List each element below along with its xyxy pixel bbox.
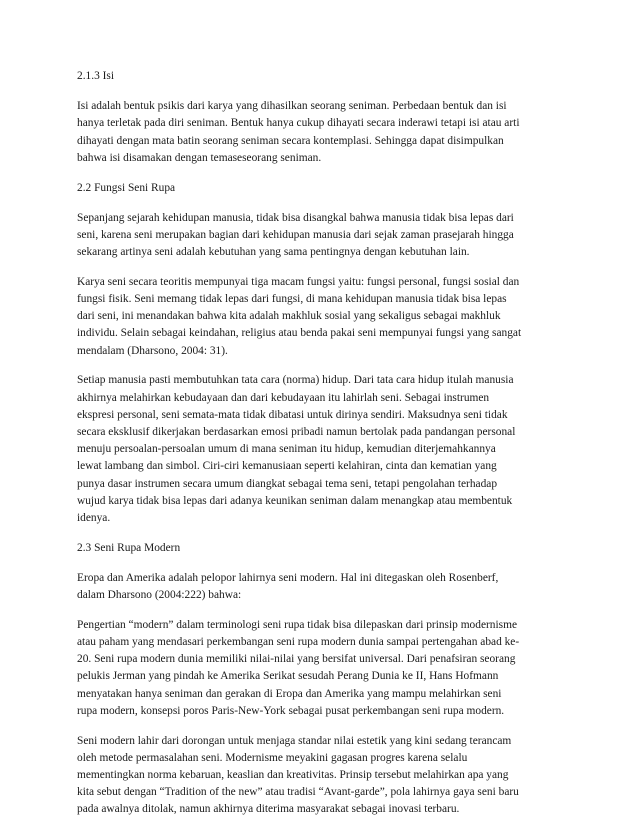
text-line: Karya seni secara teoritis mempunyai tiga macam fungsi yaitu: fungsi personal, fungsi sosial dan: [77, 275, 520, 288]
text-line: Setiap manusia pasti membutuhkan tata cara (norma) hidup. Dari tata cara hidup itulah manusia: [77, 374, 514, 387]
text-line: lewat lambang dan simbol. Ciri-ciri kemanusiaan seperti kelahiran, cinta dan kematian yang: [77, 460, 497, 473]
section-heading: [77, 180, 568, 197]
text-line: dihayati dengan mata batin seorang seniman secara kontemplasi. Sehingga dapat disimpulkan: [77, 134, 504, 147]
text-line: wujud karya tidak bisa lepas dari adanya keunikan seniman dalam menangkap atau membentuk: [77, 494, 513, 507]
text-line: bahwa isi disamakan dengan temaseseorang seniman.: [77, 151, 322, 164]
text-line: rupa modern, konsepsi poros Paris-New-York sebagai pusat perkembangan seni rupa modern.: [77, 704, 505, 717]
text-line: mementingkan norma kebaruan, keaslian dan kreativitas. Prinsip tersebut melahirkan apa yang: [77, 768, 509, 781]
text-line: 2.1.3 Isi: [77, 70, 115, 82]
body-paragraph: [77, 733, 568, 819]
body-paragraph: [77, 372, 568, 527]
text-line: secara eksklusif dikerjakan berdasarkan emosi pribadi namun bertolak pada pandangan personal: [77, 425, 516, 438]
body-paragraph: [77, 274, 568, 360]
section-heading: [77, 68, 568, 85]
text-line: hanya terletak pada diri seniman. Bentuk hanya cukup dihayati secara inderawi tetapi isi atau arti: [77, 117, 520, 130]
text-line: pada awalnya ditolak, namun akhirnya diterima masyarakat sebagai inovasi terbaru.: [77, 803, 460, 816]
text-line: oleh metode permasalahan seni. Modernisme meyakini gagasan progres karena selalu: [77, 751, 468, 764]
text-line: seni, karena seni merupakan bagian dari kehidupan manusia dari sejak zaman prasejarah hingga: [77, 228, 514, 241]
text-line: idenya.: [77, 511, 111, 524]
text-line: 2.2 Fungsi Seni Rupa: [77, 181, 176, 194]
text-line: akhirnya melahirkan kebudayaan dan dari kebudayaan itu lahirlah seni. Sebagai instrumen: [77, 391, 490, 404]
text-line: Isi adalah bentuk psikis dari karya yang dihasilkan seorang seniman. Perbedaan bentuk dan isi: [77, 100, 507, 113]
text-line: ekspresi personal, seni semata-mata tidak dibatasi untuk dirinya sendiri. Maksudnya seni tidak: [77, 408, 508, 421]
text-line: fungsi fisik. Seni memang tidak lepas dari fungsi, di mana kehidupan manusia tidak bisa lepas: [77, 293, 507, 306]
text-line: atau paham yang mendasari perkembangan seni rupa modern dunia sampai pertengahan abad ke-: [77, 635, 520, 648]
text-line: 20. Seni rupa modern dunia memiliki nilai-nilai yang bersifat universal. Dari penafsiran seorang: [77, 653, 516, 666]
body-paragraph: [77, 98, 568, 167]
section-heading: [77, 540, 568, 557]
text-line: Pengertian “modern” dalam terminologi seni rupa tidak bisa dilepaskan dari prinsip modernisme: [77, 618, 518, 631]
text-line: menyatakan hanya seniman dan gerakan di Eropa dan Amerika yang mampu melahirkan seni: [77, 687, 502, 700]
text-line: punya dasar instrumen secara umum diangkat sebagai tema seni, tetapi pengolahan terhadap: [77, 477, 498, 490]
text-line: Seni modern lahir dari dorongan untuk menjaga standar nilai estetik yang kini sedang terancam: [77, 734, 512, 747]
text-line: sekarang artinya seni adalah kebutuhan yang sama pentingnya dengan kebutuhan lain.: [77, 246, 470, 259]
text-line: Sepanjang sejarah kehidupan manusia, tidak bisa disangkal bahwa manusia tidak bisa lepas dari: [77, 211, 514, 224]
text-line: pelukis Jerman yang pindah ke Amerika Serikat sesudah Perang Dunia ke II, Hans Hofmann: [77, 670, 499, 683]
text-line: menuju persoalan-persoalan umum di mana seniman itu hidup, kemudian diterjemahkannya: [77, 443, 496, 456]
text-line: dalam Dharsono (2004:222) bahwa:: [77, 589, 242, 602]
text-line: 2.3 Seni Rupa Modern: [77, 541, 181, 554]
text-line: dari seni, ini menandakan bahwa kita adalah makhluk sosial yang sekaligus sebagai makhluk: [77, 310, 501, 323]
text-line: Eropa dan Amerika adalah pelopor lahirnya seni modern. Hal ini ditegaskan oleh Rosenberf,: [77, 571, 499, 584]
text-line: mendalam (Dharsono, 2004: 31).: [77, 344, 228, 357]
body-paragraph: [77, 570, 568, 604]
text-line: kita sebut dengan “Tradition of the new” atau tradisi “Avant-garde”, pola lahirnya gaya seni baru: [77, 786, 519, 799]
body-paragraph: [77, 617, 568, 720]
body-paragraph: [77, 210, 568, 262]
text-line: individu. Selain sebagai keindahan, religius atau benda pakai seni mempunyai fungsi yang sangat: [77, 327, 522, 340]
